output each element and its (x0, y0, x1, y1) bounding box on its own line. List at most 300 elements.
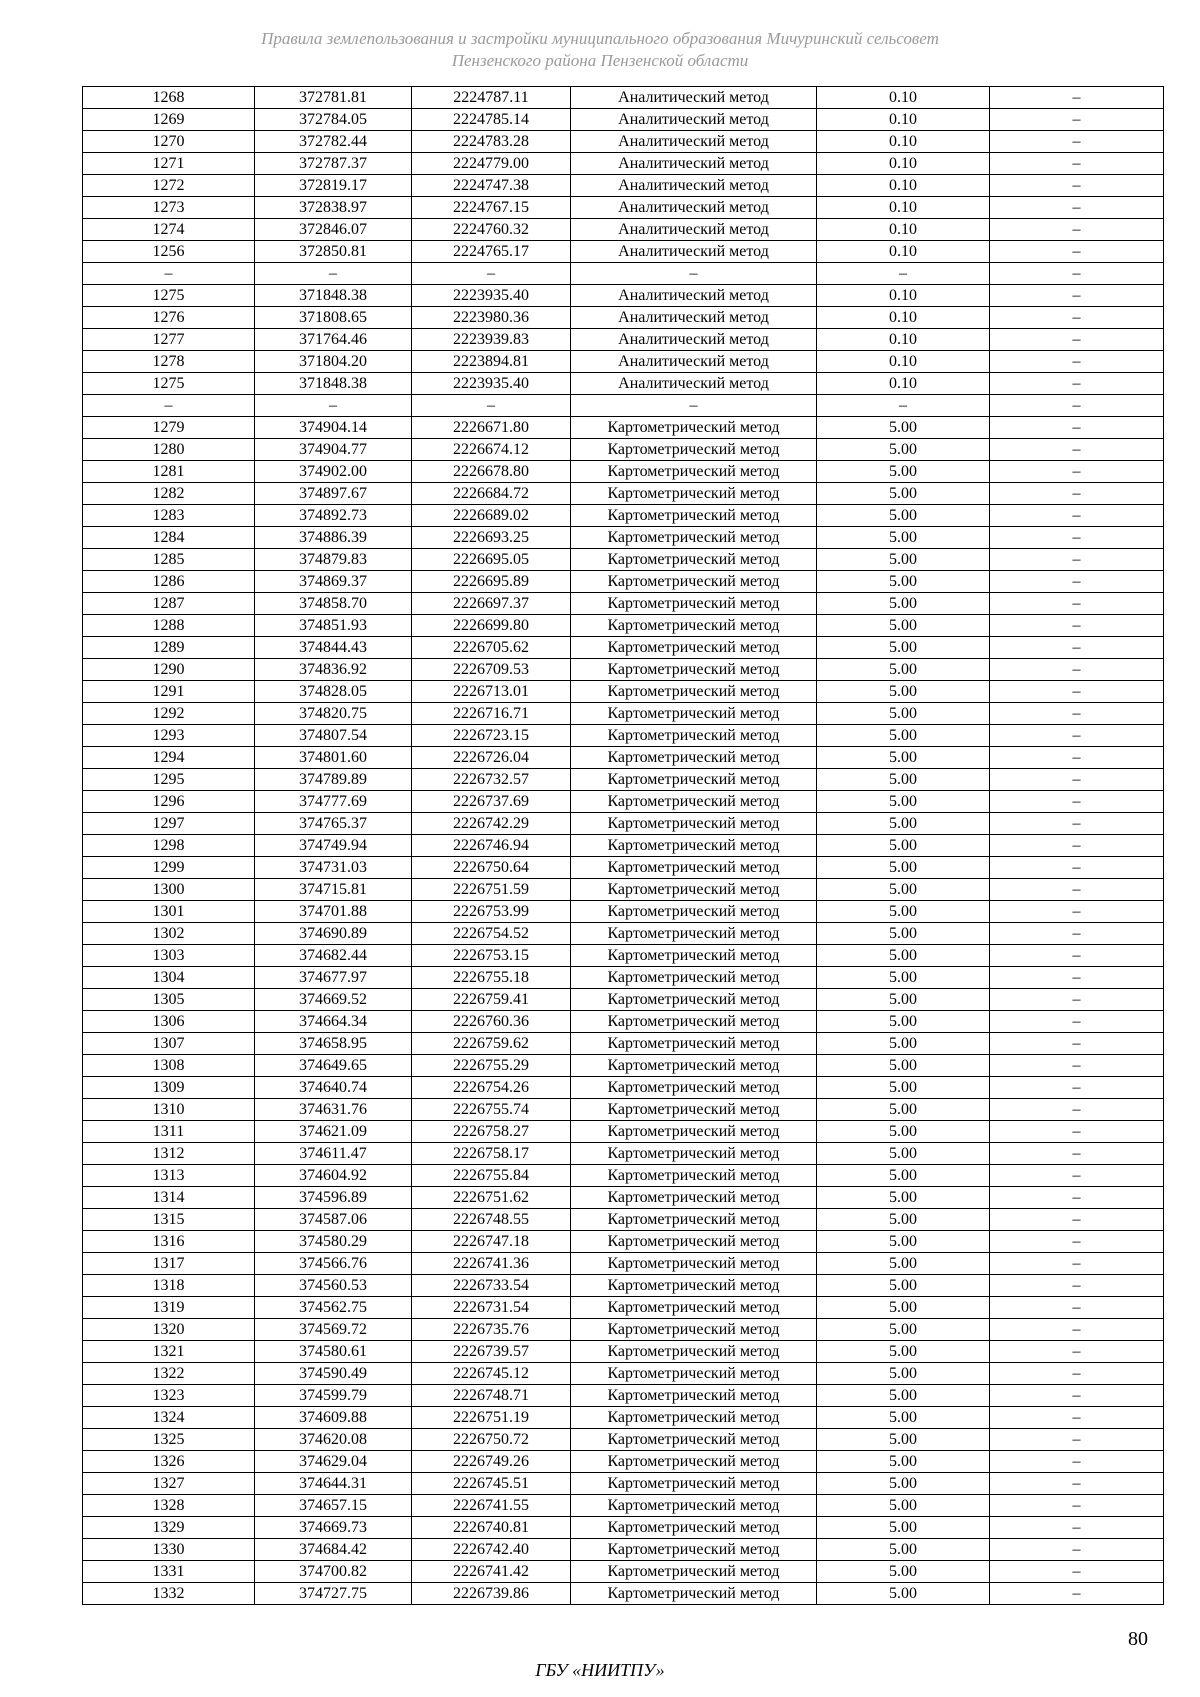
description-cell: – (990, 1033, 1164, 1055)
method-cell: Аналитический метод (571, 175, 817, 197)
y-coordinate-cell: 2226742.29 (412, 813, 571, 835)
method-cell: Картометрический метод (571, 879, 817, 901)
x-coordinate-cell: 374902.00 (255, 461, 412, 483)
y-coordinate-cell: 2226745.12 (412, 1363, 571, 1385)
method-cell: Картометрический метод (571, 527, 817, 549)
y-coordinate-cell: 2226758.17 (412, 1143, 571, 1165)
x-coordinate-cell: 374897.67 (255, 483, 412, 505)
x-coordinate-cell: 374677.97 (255, 967, 412, 989)
y-coordinate-cell: 2223939.83 (412, 329, 571, 351)
description-cell: – (990, 703, 1164, 725)
page-footer: ГБУ «НИИТПУ» (535, 1660, 665, 1680)
description-cell: – (990, 1187, 1164, 1209)
x-coordinate-cell: 374851.93 (255, 615, 412, 637)
y-coordinate-cell: 2226705.62 (412, 637, 571, 659)
method-cell: Картометрический метод (571, 659, 817, 681)
x-coordinate-cell: 374658.95 (255, 1033, 412, 1055)
table-row (83, 879, 1164, 901)
method-cell: Аналитический метод (571, 219, 817, 241)
method-cell: – (571, 263, 817, 285)
method-cell: Картометрический метод (571, 791, 817, 813)
table-row (83, 1143, 1164, 1165)
y-coordinate-cell: 2226755.18 (412, 967, 571, 989)
y-coordinate-cell: 2226737.69 (412, 791, 571, 813)
method-cell: Аналитический метод (571, 131, 817, 153)
y-coordinate-cell: 2226748.71 (412, 1385, 571, 1407)
x-coordinate-cell: 374904.77 (255, 439, 412, 461)
point-number-cell: 1312 (83, 1143, 255, 1165)
point-number-cell: 1276 (83, 307, 255, 329)
accuracy-cell: 5.00 (817, 615, 990, 637)
y-coordinate-cell: 2226684.72 (412, 483, 571, 505)
table-row (83, 1363, 1164, 1385)
x-coordinate-cell: 374715.81 (255, 879, 412, 901)
description-cell: – (990, 1319, 1164, 1341)
accuracy-cell: 5.00 (817, 1561, 990, 1583)
y-coordinate-cell: 2226739.57 (412, 1341, 571, 1363)
accuracy-cell: 0.10 (817, 329, 990, 351)
x-coordinate-cell: – (255, 263, 412, 285)
description-cell: – (990, 197, 1164, 219)
x-coordinate-cell: 374892.73 (255, 505, 412, 527)
table-row (83, 989, 1164, 1011)
point-number-cell: 1290 (83, 659, 255, 681)
accuracy-cell: 5.00 (817, 593, 990, 615)
method-cell: Картометрический метод (571, 1121, 817, 1143)
accuracy-cell: 0.10 (817, 219, 990, 241)
accuracy-cell: 5.00 (817, 1253, 990, 1275)
x-coordinate-cell: 374701.88 (255, 901, 412, 923)
point-number-cell: 1304 (83, 967, 255, 989)
accuracy-cell: 0.10 (817, 175, 990, 197)
table-row (83, 769, 1164, 791)
y-coordinate-cell: 2226740.81 (412, 1517, 571, 1539)
x-coordinate-cell: 374629.04 (255, 1451, 412, 1473)
accuracy-cell: 0.10 (817, 197, 990, 219)
x-coordinate-cell: 374844.43 (255, 637, 412, 659)
accuracy-cell: 5.00 (817, 1385, 990, 1407)
description-cell: – (990, 967, 1164, 989)
method-cell: Картометрический метод (571, 1011, 817, 1033)
point-number-cell: 1295 (83, 769, 255, 791)
description-cell: – (990, 1517, 1164, 1539)
description-cell: – (990, 879, 1164, 901)
x-coordinate-cell: 374604.92 (255, 1165, 412, 1187)
description-cell: – (990, 571, 1164, 593)
y-coordinate-cell: 2226695.89 (412, 571, 571, 593)
method-cell: Аналитический метод (571, 351, 817, 373)
y-coordinate-cell: 2223935.40 (412, 285, 571, 307)
accuracy-cell: 5.00 (817, 1275, 990, 1297)
y-coordinate-cell: 2226733.54 (412, 1275, 571, 1297)
y-coordinate-cell: 2226746.94 (412, 835, 571, 857)
method-cell: Аналитический метод (571, 241, 817, 263)
x-coordinate-cell: 374869.37 (255, 571, 412, 593)
point-number-cell: 1315 (83, 1209, 255, 1231)
table-row (83, 1275, 1164, 1297)
y-coordinate-cell: 2226713.01 (412, 681, 571, 703)
table-row (83, 1253, 1164, 1275)
description-cell: – (990, 285, 1164, 307)
x-coordinate-cell: 371848.38 (255, 285, 412, 307)
table-row (83, 681, 1164, 703)
accuracy-cell: 5.00 (817, 769, 990, 791)
accuracy-cell: 5.00 (817, 1363, 990, 1385)
table-row (83, 1187, 1164, 1209)
point-number-cell: 1293 (83, 725, 255, 747)
method-cell: Аналитический метод (571, 109, 817, 131)
x-coordinate-cell: 374807.54 (255, 725, 412, 747)
y-coordinate-cell: 2226755.29 (412, 1055, 571, 1077)
y-coordinate-cell: 2226689.02 (412, 505, 571, 527)
method-cell: Картометрический метод (571, 747, 817, 769)
point-number-cell: 1284 (83, 527, 255, 549)
x-coordinate-cell: 374777.69 (255, 791, 412, 813)
accuracy-cell: 5.00 (817, 879, 990, 901)
y-coordinate-cell: 2226716.71 (412, 703, 571, 725)
point-number-cell: 1330 (83, 1539, 255, 1561)
point-number-cell: 1329 (83, 1517, 255, 1539)
y-coordinate-cell: 2226693.25 (412, 527, 571, 549)
y-coordinate-cell: 2224760.32 (412, 219, 571, 241)
table-row (83, 197, 1164, 219)
x-coordinate-cell: 372838.97 (255, 197, 412, 219)
method-cell: Картометрический метод (571, 1297, 817, 1319)
description-cell: – (990, 1121, 1164, 1143)
method-cell: Картометрический метод (571, 901, 817, 923)
x-coordinate-cell: 372787.37 (255, 153, 412, 175)
y-coordinate-cell: 2226678.80 (412, 461, 571, 483)
accuracy-cell: 0.10 (817, 153, 990, 175)
point-number-cell: 1302 (83, 923, 255, 945)
description-cell: – (990, 901, 1164, 923)
x-coordinate-cell: 374684.42 (255, 1539, 412, 1561)
x-coordinate-cell: 374858.70 (255, 593, 412, 615)
y-coordinate-cell: 2223894.81 (412, 351, 571, 373)
table-row (83, 835, 1164, 857)
description-cell: – (990, 923, 1164, 945)
accuracy-cell: 5.00 (817, 1143, 990, 1165)
point-number-cell: 1308 (83, 1055, 255, 1077)
table-row (83, 417, 1164, 439)
accuracy-cell: 5.00 (817, 1033, 990, 1055)
method-cell: Картометрический метод (571, 923, 817, 945)
point-number-cell: 1306 (83, 1011, 255, 1033)
accuracy-cell: – (817, 263, 990, 285)
x-coordinate-cell: 374611.47 (255, 1143, 412, 1165)
accuracy-cell: 5.00 (817, 1517, 990, 1539)
x-coordinate-cell: 371764.46 (255, 329, 412, 351)
x-coordinate-cell: 374562.75 (255, 1297, 412, 1319)
table-row (83, 109, 1164, 131)
y-coordinate-cell: 2226723.15 (412, 725, 571, 747)
point-number-cell: 1277 (83, 329, 255, 351)
x-coordinate-cell: 374828.05 (255, 681, 412, 703)
y-coordinate-cell: 2226751.19 (412, 1407, 571, 1429)
description-cell: – (990, 1011, 1164, 1033)
table-row (83, 1033, 1164, 1055)
y-coordinate-cell: 2226741.36 (412, 1253, 571, 1275)
point-number-cell: 1282 (83, 483, 255, 505)
method-cell: Картометрический метод (571, 967, 817, 989)
description-cell: – (990, 1209, 1164, 1231)
x-coordinate-cell: 374569.72 (255, 1319, 412, 1341)
accuracy-cell: 5.00 (817, 1495, 990, 1517)
description-cell: – (990, 1055, 1164, 1077)
accuracy-cell: 0.10 (817, 373, 990, 395)
accuracy-cell: 5.00 (817, 703, 990, 725)
description-cell: – (990, 637, 1164, 659)
table-row (83, 725, 1164, 747)
accuracy-cell: 5.00 (817, 681, 990, 703)
x-coordinate-cell: 374836.92 (255, 659, 412, 681)
table-row (83, 307, 1164, 329)
table-row (83, 637, 1164, 659)
table-row (83, 219, 1164, 241)
point-number-cell: 1298 (83, 835, 255, 857)
table-row (83, 1231, 1164, 1253)
method-cell: Картометрический метод (571, 1231, 817, 1253)
description-cell: – (990, 791, 1164, 813)
x-coordinate-cell: 372850.81 (255, 241, 412, 263)
table-row (83, 857, 1164, 879)
method-cell: Картометрический метод (571, 1341, 817, 1363)
table-row (83, 87, 1164, 109)
description-cell: – (990, 1495, 1164, 1517)
accuracy-cell: 5.00 (817, 835, 990, 857)
method-cell: Картометрический метод (571, 505, 817, 527)
y-coordinate-cell: 2226754.26 (412, 1077, 571, 1099)
x-coordinate-cell: 374669.52 (255, 989, 412, 1011)
method-cell: Картометрический метод (571, 1495, 817, 1517)
point-number-cell: 1275 (83, 285, 255, 307)
x-coordinate-cell: 372819.17 (255, 175, 412, 197)
x-coordinate-cell: 374700.82 (255, 1561, 412, 1583)
x-coordinate-cell: 374789.89 (255, 769, 412, 791)
point-number-cell: 1297 (83, 813, 255, 835)
y-coordinate-cell: 2226755.84 (412, 1165, 571, 1187)
y-coordinate-cell: 2226741.55 (412, 1495, 571, 1517)
point-number-cell: 1322 (83, 1363, 255, 1385)
point-number-cell: 1316 (83, 1231, 255, 1253)
point-number-cell: 1278 (83, 351, 255, 373)
point-number-cell: 1286 (83, 571, 255, 593)
method-cell: Картометрический метод (571, 1363, 817, 1385)
point-number-cell: 1307 (83, 1033, 255, 1055)
accuracy-cell: 5.00 (817, 791, 990, 813)
x-coordinate-cell: 372781.81 (255, 87, 412, 109)
method-cell: Аналитический метод (571, 197, 817, 219)
y-coordinate-cell: 2226735.76 (412, 1319, 571, 1341)
accuracy-cell: 5.00 (817, 549, 990, 571)
point-number-cell: 1296 (83, 791, 255, 813)
table-row (83, 351, 1164, 373)
x-coordinate-cell: 374621.09 (255, 1121, 412, 1143)
y-coordinate-cell: 2226748.55 (412, 1209, 571, 1231)
x-coordinate-cell: 372782.44 (255, 131, 412, 153)
table-row (83, 1341, 1164, 1363)
method-cell: Картометрический метод (571, 1143, 817, 1165)
description-cell: – (990, 681, 1164, 703)
point-number-cell: 1313 (83, 1165, 255, 1187)
page-header (0, 28, 1200, 72)
accuracy-cell: 5.00 (817, 1319, 990, 1341)
accuracy-cell: – (817, 395, 990, 417)
page-number: 80 (1128, 1628, 1148, 1650)
method-cell: Аналитический метод (571, 153, 817, 175)
y-coordinate-cell: – (412, 395, 571, 417)
x-coordinate-cell: 374580.61 (255, 1341, 412, 1363)
y-coordinate-cell: 2224785.14 (412, 109, 571, 131)
accuracy-cell: 5.00 (817, 659, 990, 681)
accuracy-cell: 5.00 (817, 1055, 990, 1077)
point-number-cell: 1269 (83, 109, 255, 131)
point-number-cell: – (83, 263, 255, 285)
table-row (83, 923, 1164, 945)
accuracy-cell: 5.00 (817, 901, 990, 923)
description-cell: – (990, 835, 1164, 857)
x-coordinate-cell: 371804.20 (255, 351, 412, 373)
y-coordinate-cell: 2226709.53 (412, 659, 571, 681)
table-row (83, 153, 1164, 175)
x-coordinate-cell: 374657.15 (255, 1495, 412, 1517)
description-cell: – (990, 175, 1164, 197)
table-row (83, 1561, 1164, 1583)
y-coordinate-cell: 2226674.12 (412, 439, 571, 461)
description-cell: – (990, 813, 1164, 835)
table-row (83, 747, 1164, 769)
table-row (83, 615, 1164, 637)
description-cell: – (990, 1275, 1164, 1297)
table-row (83, 1407, 1164, 1429)
description-cell: – (990, 747, 1164, 769)
method-cell: Картометрический метод (571, 989, 817, 1011)
description-cell: – (990, 725, 1164, 747)
point-number-cell: 1274 (83, 219, 255, 241)
method-cell: Картометрический метод (571, 461, 817, 483)
description-cell: – (990, 439, 1164, 461)
y-coordinate-cell: 2226745.51 (412, 1473, 571, 1495)
method-cell: Картометрический метод (571, 1473, 817, 1495)
method-cell: Картометрический метод (571, 439, 817, 461)
description-cell: – (990, 263, 1164, 285)
x-coordinate-cell: 374587.06 (255, 1209, 412, 1231)
x-coordinate-cell: 374599.79 (255, 1385, 412, 1407)
method-cell: Картометрический метод (571, 1077, 817, 1099)
y-coordinate-cell: 2226758.27 (412, 1121, 571, 1143)
point-number-cell: 1256 (83, 241, 255, 263)
x-coordinate-cell: 374649.65 (255, 1055, 412, 1077)
accuracy-cell: 5.00 (817, 1583, 990, 1605)
point-number-cell: 1314 (83, 1187, 255, 1209)
y-coordinate-cell: 2226753.99 (412, 901, 571, 923)
point-number-cell: 1288 (83, 615, 255, 637)
description-cell: – (990, 549, 1164, 571)
table-row (83, 1165, 1164, 1187)
y-coordinate-cell: – (412, 263, 571, 285)
x-coordinate-cell: 374631.76 (255, 1099, 412, 1121)
table-row (83, 263, 1164, 285)
x-coordinate-cell: 374727.75 (255, 1583, 412, 1605)
accuracy-cell: 5.00 (817, 1165, 990, 1187)
header-line-2: Пензенского района Пензенской области (451, 51, 749, 70)
table-row (83, 1429, 1164, 1451)
description-cell: – (990, 659, 1164, 681)
point-number-cell: 1283 (83, 505, 255, 527)
method-cell: Картометрический метод (571, 1561, 817, 1583)
table-row (83, 1385, 1164, 1407)
description-cell: – (990, 989, 1164, 1011)
table-row (83, 131, 1164, 153)
point-number-cell: 1317 (83, 1253, 255, 1275)
accuracy-cell: 5.00 (817, 1297, 990, 1319)
table-row (83, 549, 1164, 571)
table-row (83, 461, 1164, 483)
accuracy-cell: 5.00 (817, 483, 990, 505)
method-cell: Картометрический метод (571, 615, 817, 637)
table-row (83, 1451, 1164, 1473)
point-number-cell: 1323 (83, 1385, 255, 1407)
x-coordinate-cell: 372784.05 (255, 109, 412, 131)
accuracy-cell: 5.00 (817, 1099, 990, 1121)
description-cell: – (990, 1583, 1164, 1605)
accuracy-cell: 5.00 (817, 461, 990, 483)
method-cell: – (571, 395, 817, 417)
method-cell: Картометрический метод (571, 681, 817, 703)
method-cell: Картометрический метод (571, 549, 817, 571)
description-cell: – (990, 1407, 1164, 1429)
description-cell: – (990, 417, 1164, 439)
table-row (83, 813, 1164, 835)
table-row (83, 527, 1164, 549)
point-number-cell: 1273 (83, 197, 255, 219)
x-coordinate-cell: 374644.31 (255, 1473, 412, 1495)
x-coordinate-cell: 374609.88 (255, 1407, 412, 1429)
x-coordinate-cell: 374765.37 (255, 813, 412, 835)
method-cell: Картометрический метод (571, 1033, 817, 1055)
description-cell: – (990, 1429, 1164, 1451)
y-coordinate-cell: 2224787.11 (412, 87, 571, 109)
method-cell: Картометрический метод (571, 1539, 817, 1561)
accuracy-cell: 5.00 (817, 505, 990, 527)
y-coordinate-cell: 2226750.72 (412, 1429, 571, 1451)
y-coordinate-cell: 2226697.37 (412, 593, 571, 615)
table-body (83, 87, 1164, 1605)
description-cell: – (990, 1473, 1164, 1495)
method-cell: Аналитический метод (571, 87, 817, 109)
point-number-cell: 1331 (83, 1561, 255, 1583)
x-coordinate-cell: 374820.75 (255, 703, 412, 725)
accuracy-cell: 0.10 (817, 285, 990, 307)
method-cell: Картометрический метод (571, 725, 817, 747)
accuracy-cell: 5.00 (817, 1077, 990, 1099)
accuracy-cell: 5.00 (817, 1209, 990, 1231)
y-coordinate-cell: 2226699.80 (412, 615, 571, 637)
x-coordinate-cell: 374566.76 (255, 1253, 412, 1275)
point-number-cell: 1319 (83, 1297, 255, 1319)
table-row (83, 1517, 1164, 1539)
method-cell: Картометрический метод (571, 1583, 817, 1605)
x-coordinate-cell: 374801.60 (255, 747, 412, 769)
method-cell: Картометрический метод (571, 417, 817, 439)
x-coordinate-cell: 374682.44 (255, 945, 412, 967)
description-cell: – (990, 1341, 1164, 1363)
accuracy-cell: 0.10 (817, 87, 990, 109)
table-row (83, 1297, 1164, 1319)
description-cell: – (990, 1231, 1164, 1253)
y-coordinate-cell: 2226754.52 (412, 923, 571, 945)
description-cell: – (990, 351, 1164, 373)
